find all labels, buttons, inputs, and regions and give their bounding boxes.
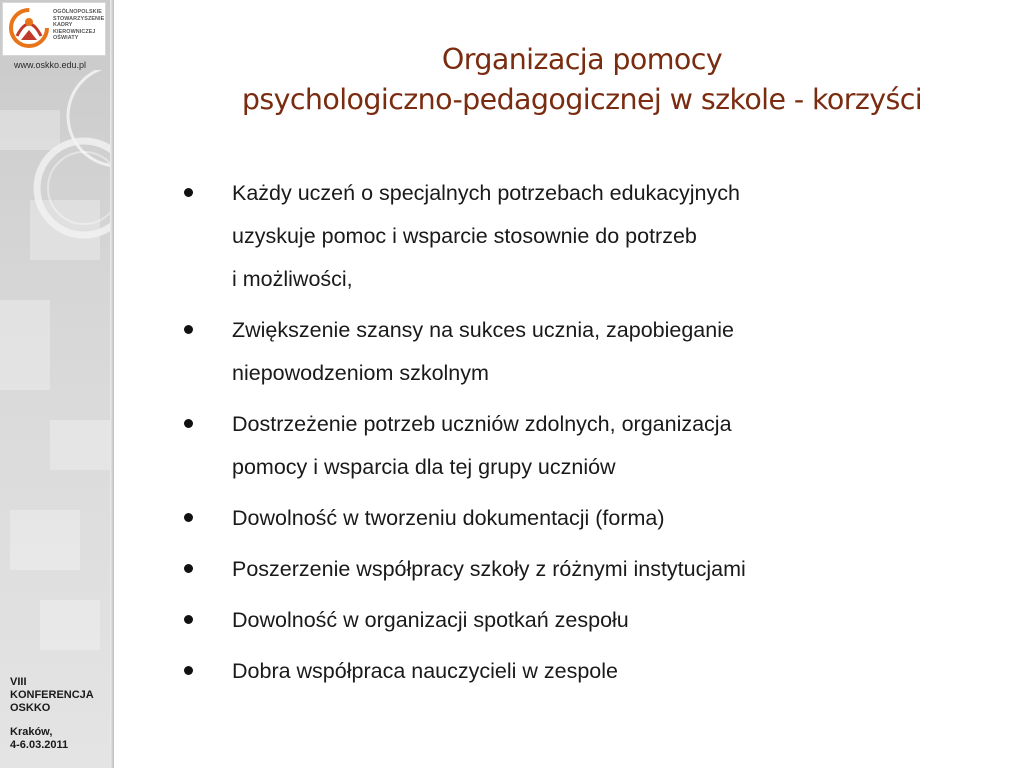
logo-line: KIEROWNICZEJ [53,28,96,35]
bullet-text: Zwiększenie szansy na sukces ucznia, zapobieganie niepowodzeniom szkolnym [232,318,734,385]
bullet-text: Dowolność w tworzeniu dokumentacji (forma) [232,506,665,530]
decorative-rings [0,70,114,260]
bullet-dot-icon [184,325,193,334]
sidebar [0,0,114,768]
sidebar-edge [110,0,114,768]
bullet-item [180,599,980,642]
bullet-item [180,403,980,489]
bullet-dot-icon [184,666,193,675]
conference-dates: 4-6.03.2011 [10,739,69,751]
conference-label: KONFERENCJA [10,689,94,701]
sidebar-tile [0,300,50,390]
bullet-dot-icon [184,564,193,573]
bullet-item [180,172,980,301]
bullet-item [180,309,980,395]
bullet-text: Dobra współpraca nauczycieli w zespole [232,659,618,683]
bullet-text: Dowolność w organizacji spotkań zespołu [232,608,629,632]
bullet-item [180,548,980,591]
bullet-text: Każdy uczeń o specjalnych potrzebach edukacyjnych uzyskuje pomoc i wsparcie stosownie do potrzeb i możliwości, [232,181,740,291]
bullet-item [180,497,980,540]
site-url: www.oskko.edu.pl [14,60,87,70]
conference-org: OSKKO [10,702,51,714]
logo-line: STOWARZYSZENIE [53,15,105,22]
conference-edition: VIII [10,676,27,688]
bullet-text: Dostrzeżenie potrzeb uczniów zdolnych, organizacja pomocy i wsparcia dla tej grupy uczniów [232,412,732,479]
bullet-text: Poszerzenie współpracy szkoły z różnymi instytucjami [232,557,746,581]
bullet-dot-icon [184,188,193,197]
slide-title [150,40,1014,120]
logo-line: KADRY [53,22,73,28]
sidebar-tile [40,600,100,650]
slide-title-line1: Organizacja pomocy [441,43,723,76]
slide-title-line2: psychologiczno-pedagogicznej w szkole - korzyści [241,83,923,116]
logo-line: OŚWIATY [53,35,79,41]
conference-info [10,676,94,752]
bullet-item [180,650,980,693]
sidebar-tile [50,420,110,470]
bullet-dot-icon [184,419,193,428]
bullet-dot-icon [184,513,193,522]
sidebar-tile [10,510,80,570]
logo-text [53,9,105,42]
oskko-logo [2,2,106,56]
conference-city: Kraków, [10,726,53,738]
logo-line: OGÓLNOPOLSKIE [53,9,102,15]
oskko-emblem-icon [7,6,51,50]
bullet-dot-icon [184,615,193,624]
bullet-list [180,172,980,701]
